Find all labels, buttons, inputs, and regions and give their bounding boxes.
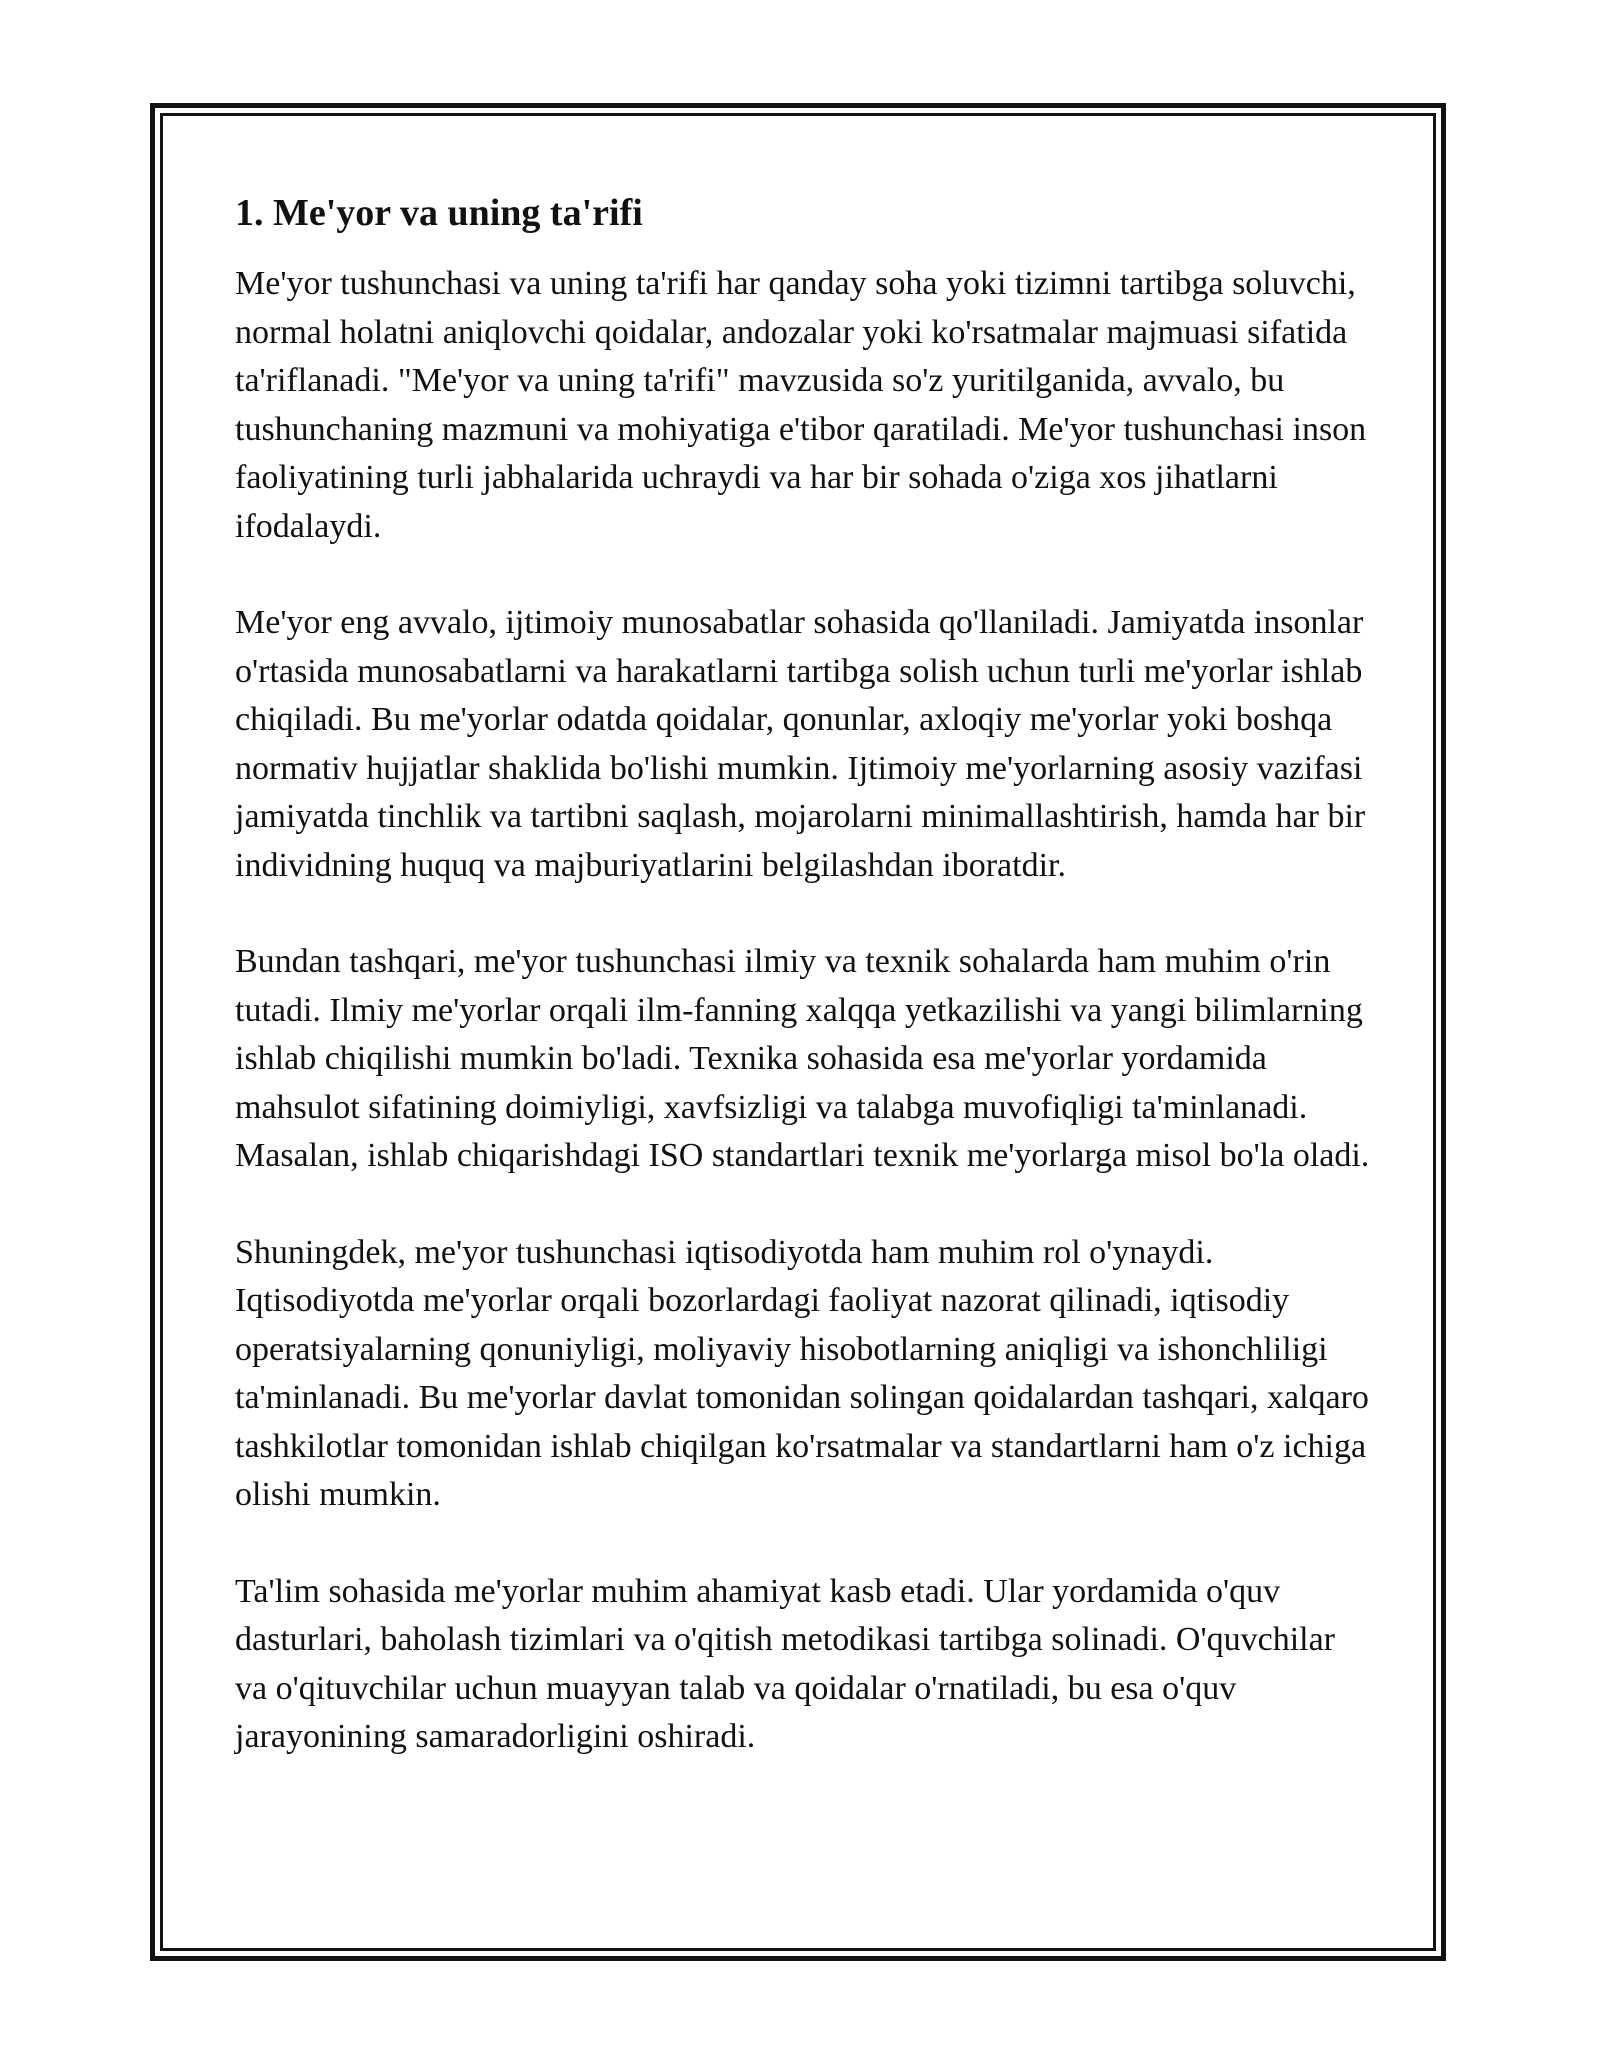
paragraph-economic-norms: Shuningdek, me'yor tushunchasi iqtisodiyotda ham muhim rol o'ynaydi. Iqtisodiyotda me'yorlar orqali bozorlardagi faoliyat nazorat qilinadi, iqtisodiy operatsiyalarning qonuniyligi, moliyaviy hisobotlarning aniqligi va ishonchliligi ta'minlanadi. Bu me'yorlar davlat tomonidan solingan qoidalardan tashqari, xalqaro tashkilotlar tomonidan ishlab chiqilgan ko'rsatmalar va standartlarni ham o'z ichiga olishi mumkin. xyxy=(235,1233,1369,1513)
paragraph-definition: Me'yor tushunchasi va uning ta'rifi har qanday soha yoki tizimni tartibga soluvchi, normal holatni aniqlovchi qoidalar, andozalar yoki ko'rsatmalar majmuasi sifatida ta'riflanadi. "Me'yor va uning ta'rifi" mavzusida so'z yuritilganida, avvalo, bu tushunchaning mazmuni va mohiyatiga e'tibor qaratiladi. Me'yor tushunchasi inson faoliyatining turli jabhalarida uchraydi va har bir sohada o'ziga xos jihatlarni ifodalaydi. xyxy=(235,265,1367,545)
section-heading: 1. Me'yor va uning ta'rifi xyxy=(235,192,643,234)
paragraph-education-norms: Ta'lim sohasida me'yorlar muhim ahamiyat kasb etadi. Ular yordamida o'quv dasturlari, baholash tizimlari va o'qitish metodikasi tartibga solinadi. O'quvchilar va o'qituvchilar uchun muayyan talab va qoidalar o'rnatiladi, bu esa o'quv jarayonining samaradorligini oshiradi. xyxy=(235,1572,1336,1755)
document-body xyxy=(235,186,1375,1762)
paragraph-social-norms: Me'yor eng avvalo, ijtimoiy munosabatlar sohasida qo'llaniladi. Jamiyatda insonlar o'rtasida munosabatlarni va harakatlarni tartibga solish uchun turli me'yorlar ishlab chiqiladi. Bu me'yorlar odatda qoidalar, qonunlar, axloqiy me'yorlar yoki boshqa normativ hujjatlar shaklida bo'lishi mumkin. Ijtimoiy me'yorlarning asosiy vazifasi jamiyatda tinchlik va tartibni saqlash, mojarolarni minimallashtirish, hamda har bir individning huquq va majburiyatlarini belgilashdan iboratdir. xyxy=(235,604,1366,884)
paragraph-scientific-technical-norms: Bundan tashqari, me'yor tushunchasi ilmiy va texnik sohalarda ham muhim o'rin tutadi. Ilmiy me'yorlar orqali ilm-fanning xalqqa yetkazilishi va yangi bilimlarning ishlab chiqilishi mumkin bo'ladi. Texnika sohasida esa me'yorlar yordamida mahsulot sifatining doimiyligi, xavfsizligi va talabga muvofiqligi ta'minlanadi. Masalan, ishlab chiqarishdagi ISO standartlari texnik me'yorlarga misol bo'la oladi. xyxy=(235,943,1370,1174)
